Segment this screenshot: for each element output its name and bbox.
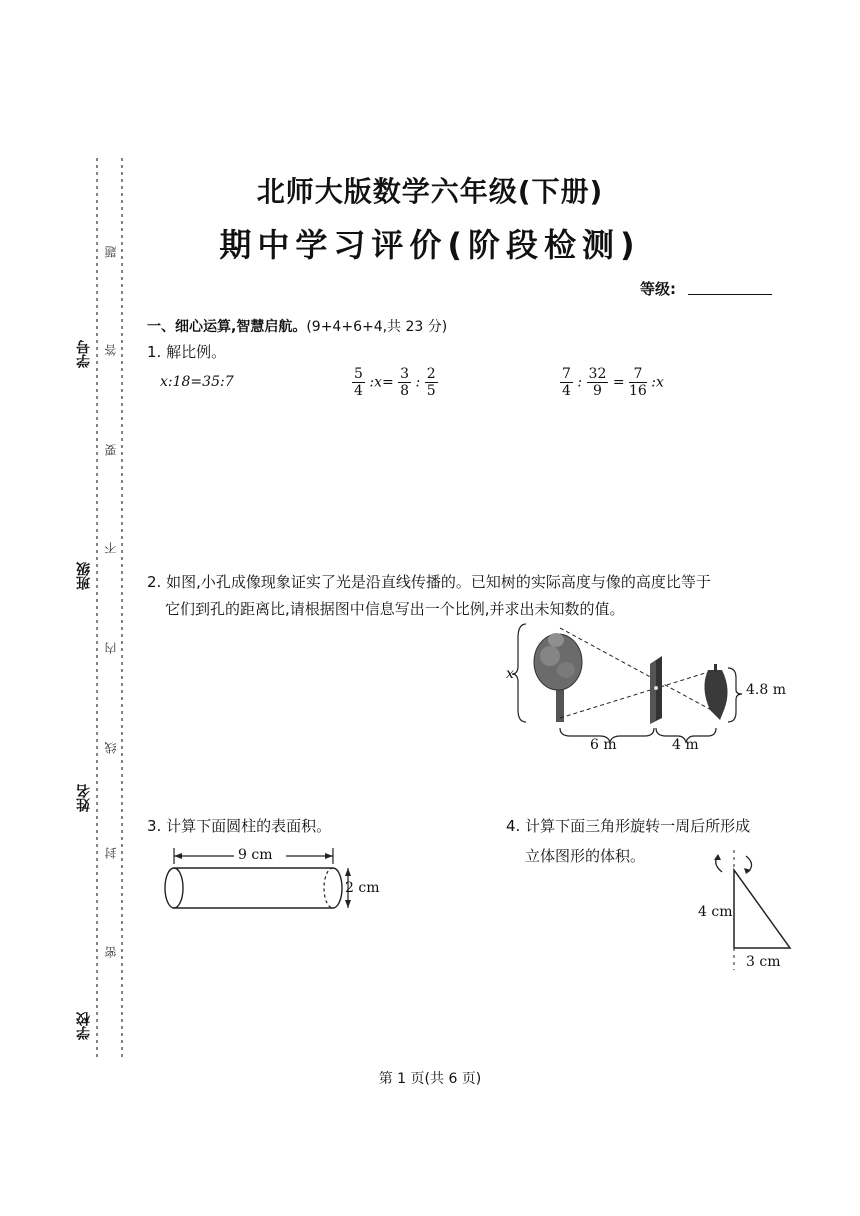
page-number: 第 1 页(共 6 页)	[378, 1071, 482, 1087]
question-4-line1: 4. 计算下面三角形旋转一周后所形成	[506, 817, 751, 835]
seal-char: 题	[104, 246, 118, 258]
grade-blank[interactable]	[688, 294, 772, 295]
right-triangle	[734, 870, 790, 948]
page-subtitle: 期中学习评价(阶段检测)	[219, 226, 641, 264]
question-3-label: 3. 计算下面圆柱的表面积。	[147, 817, 332, 835]
arrow-up-icon	[345, 868, 351, 876]
arrow-down-icon	[345, 900, 351, 908]
margin-label-school: 学校	[76, 1012, 92, 1040]
cylinder-right-face-back	[324, 868, 333, 908]
grade-label: 等级:	[640, 280, 676, 298]
distance-left-label: 6 m	[590, 737, 617, 753]
page-title: 北师大版数学六年级(下册)	[256, 175, 604, 208]
seal-char: 内	[104, 642, 118, 654]
equation-1: x:18=35:7	[160, 374, 234, 390]
section-heading	[147, 316, 447, 336]
image-height-brace	[728, 668, 742, 722]
arrow-head-icon	[714, 854, 721, 860]
seal-char: 要	[104, 444, 118, 456]
question-2-line2: 它们到孔的距离比,请根据图中信息写出一个比例,并求出未知数的值。	[165, 600, 625, 618]
seal-char: 不	[104, 542, 118, 554]
margin-label-class: 班级	[76, 562, 92, 590]
seal-char: 封	[104, 847, 118, 859]
margin-label-student-id: 学号	[76, 340, 92, 368]
triangle-base-label: 3 cm	[746, 954, 781, 970]
seal-char: 密	[104, 946, 118, 958]
cylinder-left-face	[165, 868, 183, 908]
arrow-left-icon	[174, 853, 182, 859]
margin-label-name: 姓名	[76, 784, 92, 812]
cylinder-right-face-front	[333, 868, 342, 908]
light-ray	[560, 670, 715, 718]
tree-height-brace	[512, 624, 526, 722]
section-title: 一、细心运算,智慧启航。	[147, 319, 307, 335]
tree-height-x-label: x	[506, 666, 514, 682]
tree-icon	[534, 633, 582, 722]
arrow-right-icon	[325, 853, 333, 859]
inverted-tree-image-icon	[704, 664, 727, 720]
cylinder-length-label: 9 cm	[238, 847, 273, 863]
distance-right-label: 4 m	[672, 737, 699, 753]
question-2-line1: 2. 如图,小孔成像现象证实了光是沿直线传播的。已知树的实际高度与像的高度比等于	[147, 573, 711, 591]
equation-3: $\frac{7}{4}$ : $\frac{32}{9}$ = $\frac{7}{16}$ :x	[562, 366, 664, 399]
question-1-label: 1. 解比例。	[147, 343, 227, 361]
equation-2: $\frac{5}{4}$ :x= $\frac{3}{8}$ : $\frac{2}{5}$	[354, 366, 436, 399]
light-ray	[560, 628, 715, 712]
cylinder-diameter-label: 2 cm	[345, 880, 380, 896]
seal-char: 答	[104, 344, 118, 356]
pinhole-board-icon	[650, 656, 662, 724]
image-height-label: 4.8 m	[746, 682, 786, 698]
section-points: (9+4+6+4,共 23 分)	[306, 319, 448, 335]
triangle-height-label: 4 cm	[698, 904, 733, 920]
question-4-line2: 立体图形的体积。	[525, 847, 646, 865]
seal-char: 线	[104, 742, 118, 754]
